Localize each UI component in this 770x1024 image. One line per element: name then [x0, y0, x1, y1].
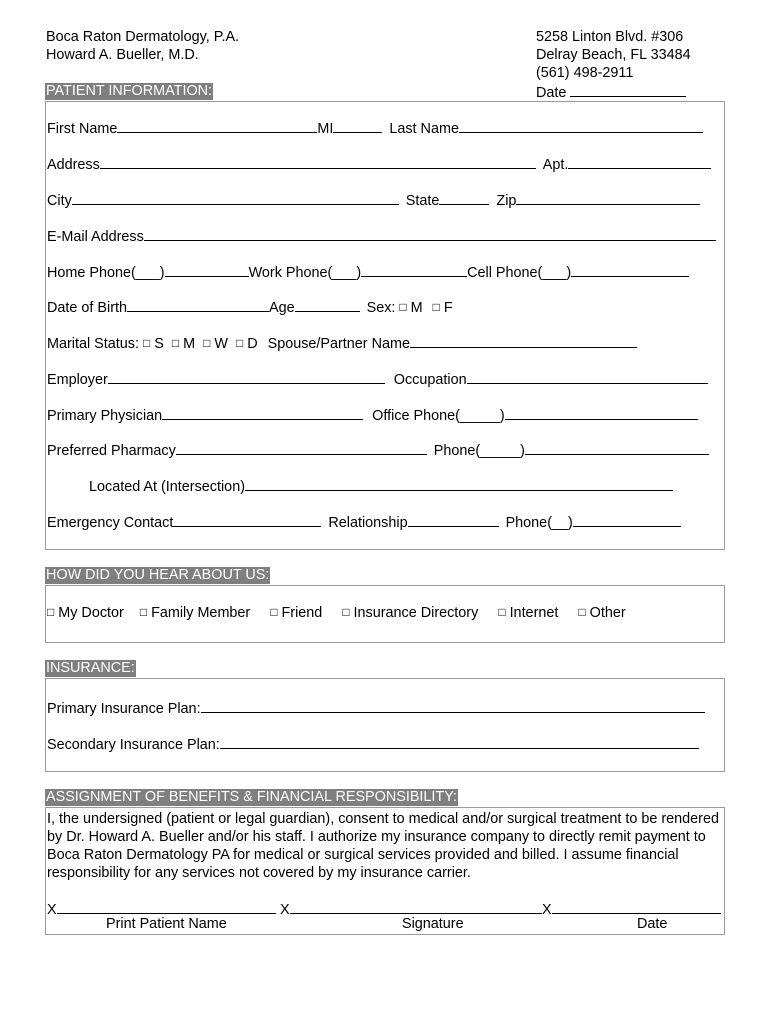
marital-row [47, 334, 637, 353]
first-name-field[interactable] [117, 119, 317, 133]
marital-m-label: M [183, 336, 196, 352]
occupation-field[interactable] [467, 370, 708, 384]
practice-phone: (561) 498-2911 [536, 65, 634, 81]
zip-field[interactable] [516, 191, 700, 205]
option-my-doctor-label: My Doctor [58, 605, 124, 621]
relationship-field[interactable] [408, 513, 499, 527]
intersection-row [89, 477, 673, 496]
practice-name: Boca Raton Dermatology, P.A. [46, 29, 240, 45]
sex-f-checkbox[interactable]: □ [432, 300, 440, 314]
email-row [47, 227, 716, 246]
dob-label: Date of Birth [47, 300, 127, 316]
cell-phone-label: Cell Phone(___) [467, 265, 572, 281]
emergency-field[interactable] [173, 513, 321, 527]
relationship-label: Relationship [328, 515, 408, 531]
home-phone-field[interactable] [165, 263, 249, 277]
sex-f-label: F [443, 300, 453, 316]
state-label: State [405, 193, 440, 209]
print-name-caption: Print Patient Name [106, 916, 227, 932]
home-phone-label: Home Phone(___) [47, 265, 165, 281]
city-field[interactable] [72, 191, 399, 205]
dob-field[interactable] [127, 298, 269, 312]
section-insurance: INSURANCE: [46, 660, 135, 676]
doctor-name: Howard A. Bueller, M.D. [46, 47, 199, 63]
date-caption: Date [637, 916, 668, 932]
sex-m-label: M [410, 300, 423, 316]
marital-m-checkbox[interactable]: □ [171, 336, 180, 350]
state-field[interactable] [439, 191, 489, 205]
option-family-member-label: Family Member [151, 605, 251, 621]
spouse-label: Spouse/Partner Name [267, 336, 410, 352]
option-other-checkbox[interactable]: □ [578, 605, 586, 619]
age-label: Age [269, 300, 295, 316]
employer-label: Employer [47, 372, 108, 388]
emergency-label: Emergency Contact [47, 515, 174, 531]
pharmacy-field[interactable] [176, 441, 427, 455]
emergency-row [47, 513, 681, 532]
signature-caption: Signature [402, 916, 464, 932]
address-row [47, 155, 711, 174]
mi-field[interactable] [333, 119, 382, 133]
employer-field[interactable] [108, 370, 385, 384]
last-name-label: Last Name [389, 121, 459, 137]
option-my-doctor-checkbox[interactable]: □ [47, 605, 55, 619]
insurance-box [45, 678, 725, 772]
mi-label: MI [317, 121, 334, 137]
section-patient-information: PATIENT INFORMATION: [46, 83, 213, 99]
option-internet-label: Internet [509, 605, 559, 621]
email-label: E-Mail Address [47, 229, 144, 245]
option-insurance-directory-checkbox[interactable]: □ [342, 605, 350, 619]
option-insurance-directory-label: Insurance Directory [353, 605, 479, 621]
address-label: Address [47, 157, 100, 173]
city-row [47, 191, 700, 210]
emergency-phone-label: Phone(__) [505, 515, 573, 531]
city-label: City [47, 193, 72, 209]
address-line2: Delray Beach, FL 33484 [536, 47, 691, 63]
secondary-insurance-field[interactable] [220, 735, 699, 749]
physician-field[interactable] [162, 406, 363, 420]
work-phone-field[interactable] [361, 263, 467, 277]
date-signed-field[interactable] [542, 900, 721, 919]
option-other-label: Other [589, 605, 626, 621]
physician-label: Primary Physician [47, 408, 163, 424]
spouse-field[interactable] [410, 334, 637, 348]
office-phone-field[interactable] [505, 406, 698, 420]
marital-d-label: D [247, 336, 258, 352]
date-x: X [542, 902, 552, 918]
signature-x: X [280, 902, 290, 918]
marital-s-checkbox[interactable]: □ [142, 336, 151, 350]
option-family-member-checkbox[interactable]: □ [139, 605, 148, 619]
physician-row [47, 406, 698, 425]
first-name-label: First Name [47, 121, 118, 137]
dob-row [47, 298, 453, 317]
address-field[interactable] [100, 155, 536, 169]
option-friend-label: Friend [281, 605, 323, 621]
employer-row [47, 370, 708, 389]
primary-insurance-label: Primary Insurance Plan: [47, 701, 201, 717]
office-phone-label: Office Phone(_____) [372, 408, 505, 424]
phones-row [47, 263, 689, 282]
marital-w-checkbox[interactable]: □ [203, 336, 211, 350]
marital-w-label: W [214, 336, 228, 352]
name-row [47, 119, 703, 138]
occupation-label: Occupation [393, 372, 467, 388]
sex-label: Sex: [366, 300, 396, 316]
print-name-x: X [47, 902, 57, 918]
option-friend-checkbox[interactable]: □ [270, 605, 278, 619]
cell-phone-field[interactable] [571, 263, 689, 277]
email-field[interactable] [144, 227, 716, 241]
marital-label: Marital Status: [47, 336, 139, 352]
pharmacy-phone-label: Phone(_____) [433, 443, 525, 459]
last-name-field[interactable] [459, 119, 703, 133]
zip-label: Zip [496, 193, 517, 209]
primary-insurance-row [47, 699, 705, 718]
pharmacy-label: Preferred Pharmacy [47, 443, 176, 459]
pharmacy-row [47, 441, 709, 460]
date-label: Date [536, 85, 567, 101]
located-at-field[interactable] [245, 477, 673, 491]
emergency-phone-field[interactable] [573, 513, 681, 527]
hear-options-row [47, 605, 626, 622]
section-assignment: ASSIGNMENT OF BENEFITS & FINANCIAL RESPONSIBILITY: [46, 789, 458, 805]
pharmacy-phone-field[interactable] [525, 441, 709, 455]
date-field[interactable] [536, 83, 686, 102]
assignment-paragraph: I, the undersigned (patient or legal guardian), consent to medical and/or surgical treatment to be rendered by Dr. Howard A. Bueller and/or his staff. I authorize my insurance company to directly remit payment to Boca Raton Dermatology PA for medical or surgical services provided and billed. I assume financial responsibility for any services not covered by my insurance carrier. [47, 811, 719, 881]
option-internet-checkbox[interactable]: □ [498, 605, 506, 619]
secondary-insurance-row [47, 735, 699, 754]
age-field[interactable] [295, 298, 360, 312]
work-phone-label: Work Phone(___) [248, 265, 362, 281]
marital-s-label: S [154, 336, 164, 352]
primary-insurance-field[interactable] [201, 699, 705, 713]
section-hear-about: HOW DID YOU HEAR ABOUT US: [46, 567, 270, 583]
secondary-insurance-label: Secondary Insurance Plan: [47, 737, 220, 753]
apt-label: Apt. [542, 157, 569, 173]
marital-d-checkbox[interactable]: □ [235, 336, 244, 350]
sex-m-checkbox[interactable]: □ [399, 300, 407, 314]
apt-field[interactable] [568, 155, 711, 169]
located-at-label: Located At (Intersection) [89, 479, 245, 495]
address-line1: 5258 Linton Blvd. #306 [536, 29, 684, 45]
